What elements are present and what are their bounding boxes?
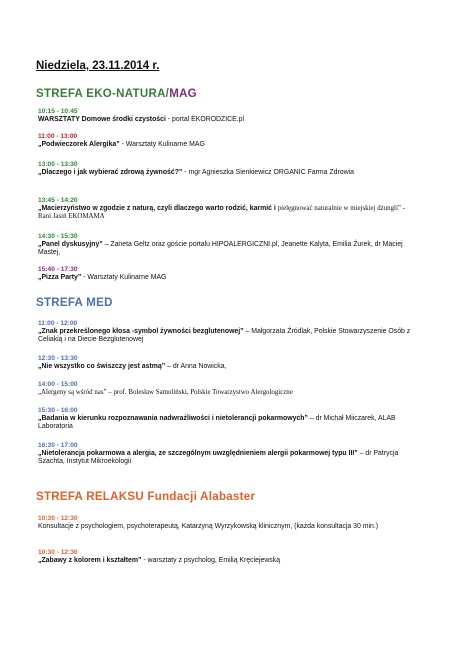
entry-description: „Podwieczorek Alergika” - Warsztaty Kulinarne MAG bbox=[38, 141, 205, 148]
entry-description: „Pizza Party” - Warsztaty Kulinarne MAG bbox=[38, 274, 167, 281]
entry-description: Konsultacje z psychologiem, psychoterapeutą, Katarzyną Wyrzykowską klinicznym, (każda konsultacja 30 min.) bbox=[38, 523, 379, 530]
schedule-entry bbox=[38, 442, 416, 467]
section-title-eko-natura bbox=[36, 88, 197, 100]
entry-time: 10:30 - 12:30 bbox=[38, 549, 78, 556]
schedule-entry bbox=[38, 108, 416, 124]
entry-time: 11:00 - 12:00 bbox=[38, 320, 78, 327]
section-title-relaksu: STREFA RELAKSU Fundacji Alabaster bbox=[36, 491, 256, 503]
entry-time: 10:30 - 12:30 bbox=[38, 515, 78, 522]
entry-time: 10:15 - 10:45 bbox=[38, 108, 78, 115]
entry-description: „Nie wszystko co świszczy jest astmą” – dr Anna Nowicka, bbox=[38, 363, 227, 370]
entry-description: „Macierzyństwo w zgodzie z naturą, czyli dlaczego warto rodzić, karmić i pielęgnować naturalnie w miejskiej dżungli” - Rani Jasiń EKOMAMA bbox=[38, 205, 405, 221]
schedule-entry bbox=[38, 266, 416, 282]
entry-description: „Znak przekreślonego kłosa -symbol żywności bezglutenowej” – Małgorzata Źródlak, Polskie Stowarzyszenie Osób z Celiakią i na Diecie Bezglutenowej bbox=[38, 328, 411, 344]
entry-description: WARSZTATY Domowe środki czystości - portal EKORODZICE.pl bbox=[38, 116, 245, 123]
schedule-entry bbox=[38, 197, 416, 222]
entry-time: 13:00 - 13:30 bbox=[38, 161, 78, 168]
schedule-entry bbox=[38, 133, 416, 149]
section-title-eko-part: STREFA EKO-NATURA/ bbox=[36, 88, 170, 100]
entry-description: „Badania w kierunku rozpoznawania nadwrażliwości i nietolerancji pokarmowych” – dr Michał Miiczarek, ALAB Laboratoria bbox=[38, 415, 396, 431]
schedule-entry bbox=[38, 549, 416, 565]
entry-description: „Dlaczego i jak wybierać zdrową żywność?” - mgr Agnieszka Sienkiewicz ORGANIC Farma Zdrowia bbox=[38, 169, 354, 176]
entry-time: 16:30 - 17:00 bbox=[38, 442, 78, 449]
entry-description: „Alergeny są wśród nas” – prof. Bolesław Samoliński, Polskie Towarzystwo Alergologiczne bbox=[38, 389, 293, 396]
schedule-entry bbox=[38, 407, 416, 432]
entry-time: 14:30 - 15:30 bbox=[38, 233, 78, 240]
schedule-entry bbox=[38, 355, 416, 371]
entry-time: 15:30 - 16:00 bbox=[38, 407, 78, 414]
entry-description: „Zabawy z kolorem i kształtem” - warsztaty z psycholog, Emilią Kręciejewską bbox=[38, 557, 281, 564]
schedule-entry bbox=[38, 233, 416, 258]
entry-time: 14:00 - 15:00 bbox=[38, 381, 78, 388]
schedule-entry bbox=[38, 161, 416, 177]
entry-time: 15:40 - 17:30 bbox=[38, 266, 78, 273]
entry-description: „Panel dyskusyjny” – Zaneta Geltz oraz goście portalu HIPOALERGICZNI.pl, Jeanette Kalyta, Emilia Żurek, dr Maciej Mastej, bbox=[38, 241, 403, 257]
entry-description: „Nietolerancja pokarmowa a alergia, ze szczególnym uwzględnieniem alergii pokarmowej typu III” – dr Patrycja Szachta, Instytut Mikroekologii bbox=[38, 450, 399, 466]
schedule-entry bbox=[38, 381, 416, 397]
entry-time: 12:30 - 13:30 bbox=[38, 355, 78, 362]
document-date: Niedziela, 23.11.2014 r. bbox=[36, 60, 160, 72]
entry-time: 13:45 - 14:20 bbox=[38, 197, 78, 204]
section-title-med: STREFA MED bbox=[36, 297, 113, 309]
entry-time: 11:00 - 13:00 bbox=[38, 133, 78, 140]
section-title-mag-part: MAG bbox=[169, 88, 197, 100]
schedule-entry bbox=[38, 320, 416, 345]
schedule-entry bbox=[38, 515, 416, 531]
